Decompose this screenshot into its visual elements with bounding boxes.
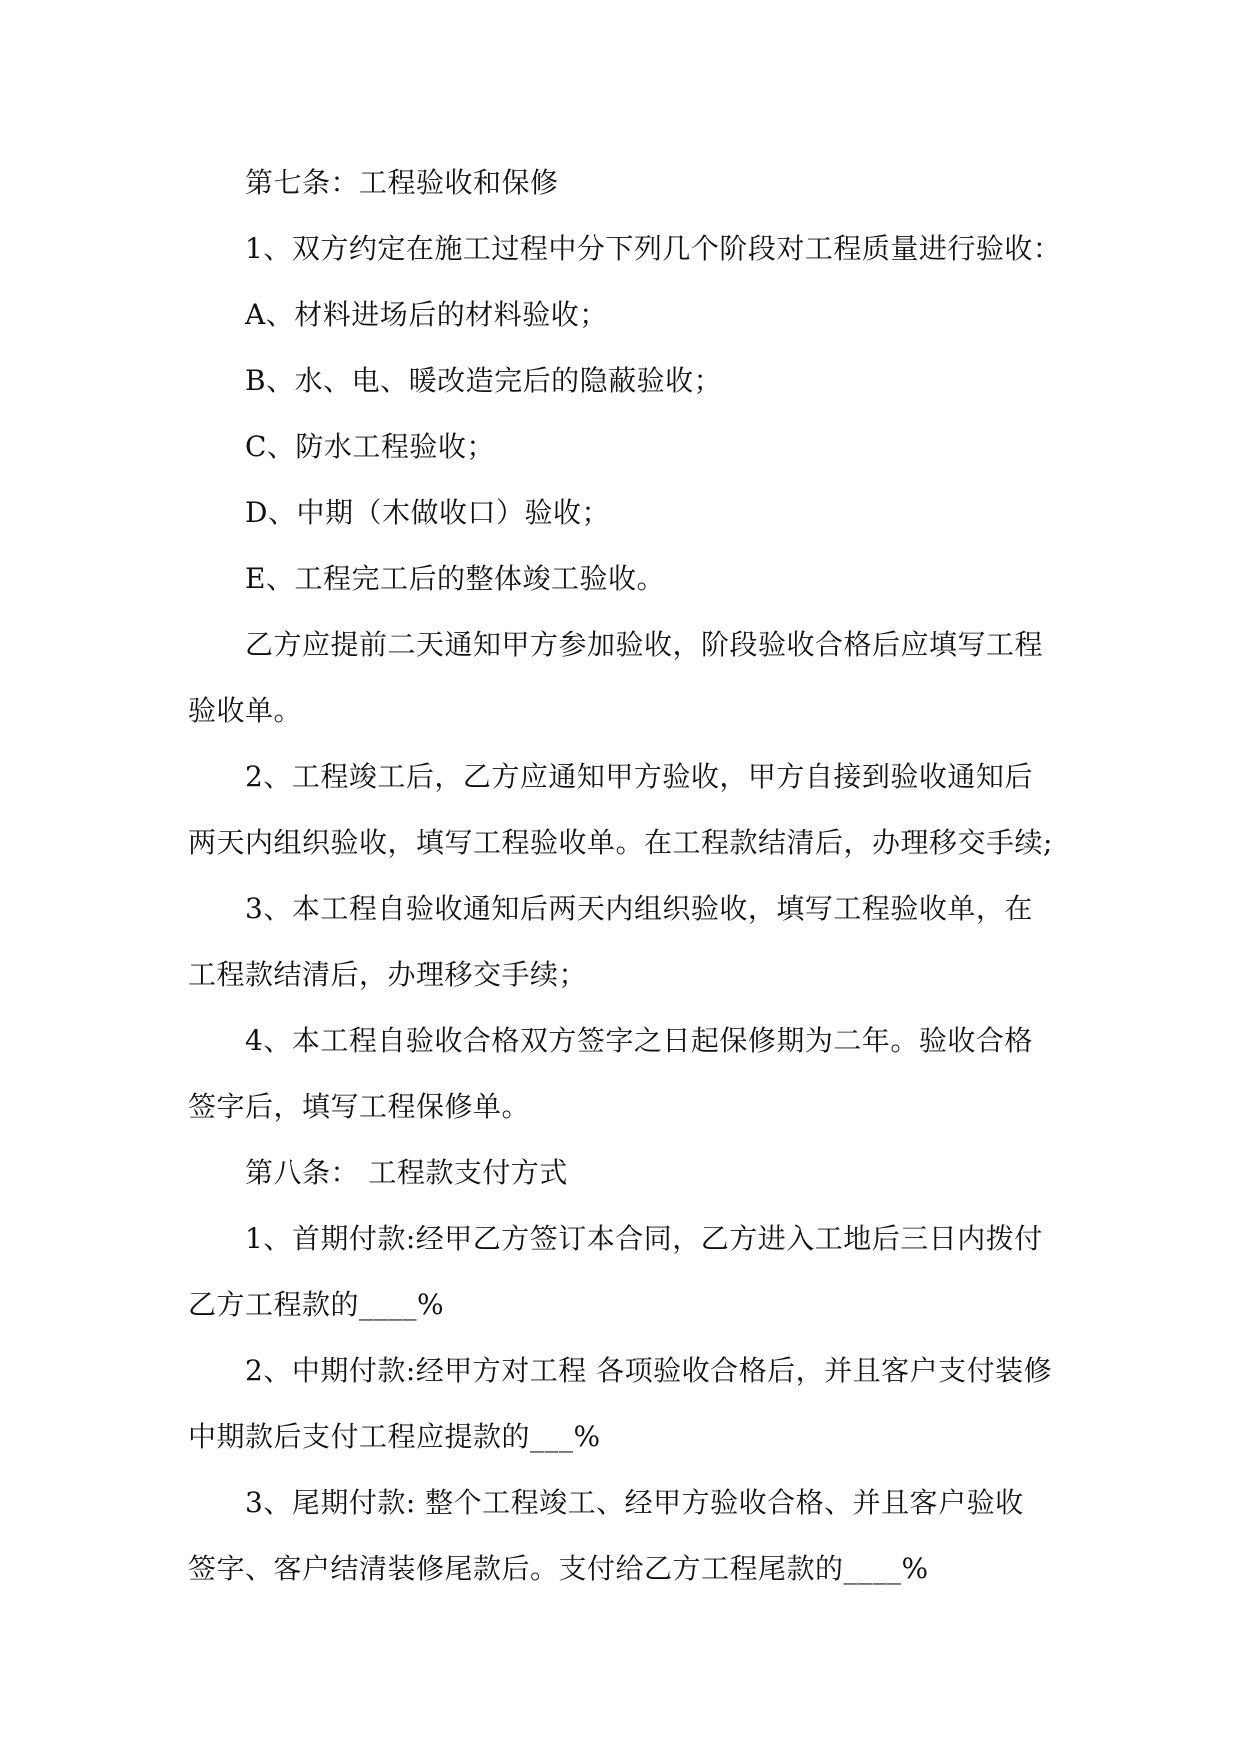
list-item-a: A、材料进场后的材料验收； [245, 298, 608, 331]
paragraph-line: 1、双方约定在施工过程中分下列几个阶段对工程质量进行验收： [245, 232, 1062, 265]
paragraph-line: 中期款后支付工程应提款的___% [188, 1420, 601, 1453]
list-item-b: B、水、电、暖改造完后的隐蔽验收； [245, 364, 723, 397]
list-item-c: C、防水工程验收； [245, 430, 495, 463]
paragraph-line: 4、本工程自验收合格双方签字之日起保修期为二年。验收合格 [245, 1024, 1033, 1057]
paragraph-line: 乙方工程款的____% [188, 1288, 445, 1321]
paragraph-line: 1、首期付款:经甲乙方签订本合同，乙方进入工地后三日内拨付 [245, 1222, 1043, 1255]
list-item-e: E、工程完工后的整体竣工验收。 [245, 562, 665, 595]
paragraph-line: 2、工程竣工后，乙方应通知甲方验收，甲方自接到验收通知后 [245, 760, 1033, 793]
paragraph-line: 验收单。 [188, 694, 303, 727]
paragraph-line: 乙方应提前二天通知甲方参加验收，阶段验收合格后应填写工程 [245, 628, 1044, 661]
section-8-heading: 第八条： 工程款支付方式 [245, 1156, 568, 1189]
section-7-heading: 第七条：工程验收和保修 [245, 166, 559, 199]
paragraph-line: 签字、客户结清装修尾款后。支付给乙方工程尾款的____% [188, 1552, 929, 1585]
paragraph-line: 3、本工程自验收通知后两天内组织验收，填写工程验收单，在 [245, 892, 1033, 925]
paragraph-line: 工程款结清后，办理移交手续； [188, 958, 588, 991]
paragraph-line: 2、中期付款:经甲方对工程 各项验收合格后，并且客户支付装修 [245, 1354, 1053, 1387]
paragraph-line: 签字后，填写工程保修单。 [188, 1090, 531, 1123]
paragraph-line: 两天内组织验收，填写工程验收单。在工程款结清后，办理移交手续; [188, 826, 1053, 859]
list-item-d: D、中期（木做收口）验收； [245, 496, 610, 529]
paragraph-line: 3、尾期付款: 整个工程竣工、经甲方验收合格、并且客户验收 [245, 1486, 1024, 1519]
